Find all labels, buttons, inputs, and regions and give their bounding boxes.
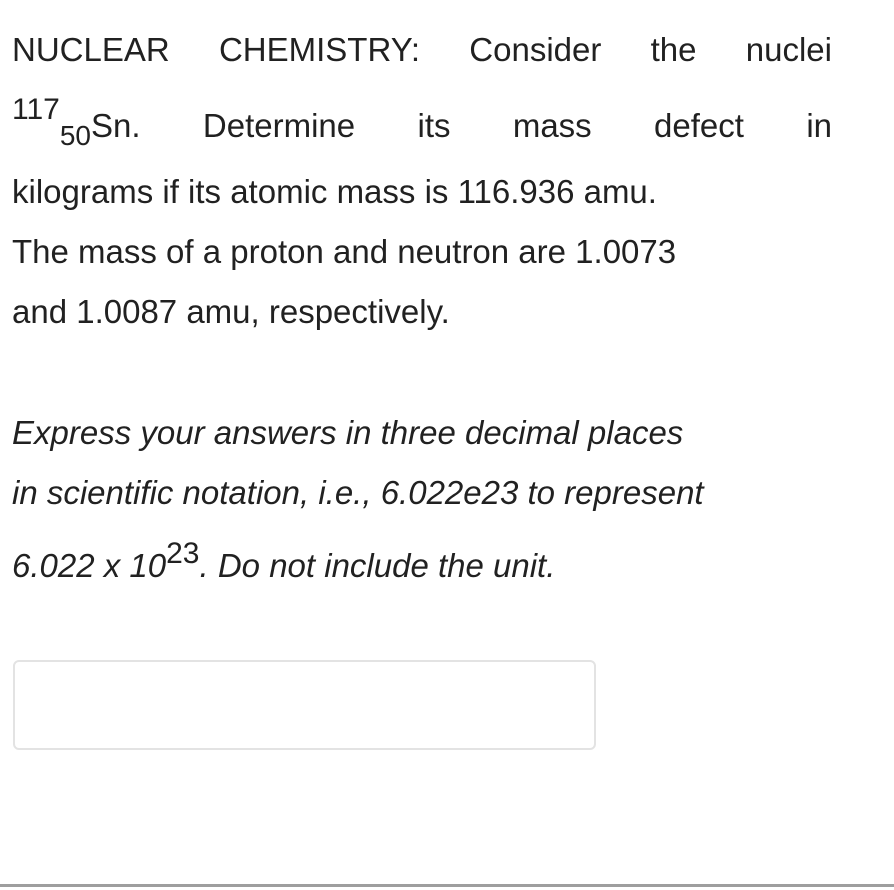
question-line-2 [12,93,832,151]
question-word: Determine [202,107,356,144]
instruction-line-2: in scientific notation, i.e., 6.022e23 to represent [12,474,704,511]
question-line-4: The mass of a proton and neutron are 1.0073 [12,233,677,270]
answer-input[interactable] [13,660,596,750]
question-word: mass [512,107,592,144]
question-line-5: and 1.0087 amu, respectively. [12,293,450,330]
question-word: the [650,31,697,68]
question-line-3: kilograms if its atomic mass is 116.936 amu. [12,173,657,210]
atomic-number: 50 [59,120,91,151]
instruction-base: 6.022 x 10 [12,547,167,584]
question-word: Consider [469,31,602,68]
question-word: NUCLEAR [12,31,170,68]
question-word: CHEMISTRY: [218,31,421,68]
instruction-line-3 [12,537,556,588]
question-word: defect [654,107,744,144]
question-word: in [806,107,832,144]
question-word: its [417,107,451,144]
question-line-1 [12,30,832,70]
instruction-line-1: Express your answers in three decimal places [12,414,684,451]
question-word: nuclei [745,31,832,68]
nuclide-notation [12,93,141,151]
element-symbol: Sn. [90,107,141,144]
instruction-tail: . Do not include the unit. [199,547,556,584]
mass-number: 117 [12,93,60,126]
bottom-divider [0,884,894,887]
instruction-exponent: 23 [166,537,200,570]
